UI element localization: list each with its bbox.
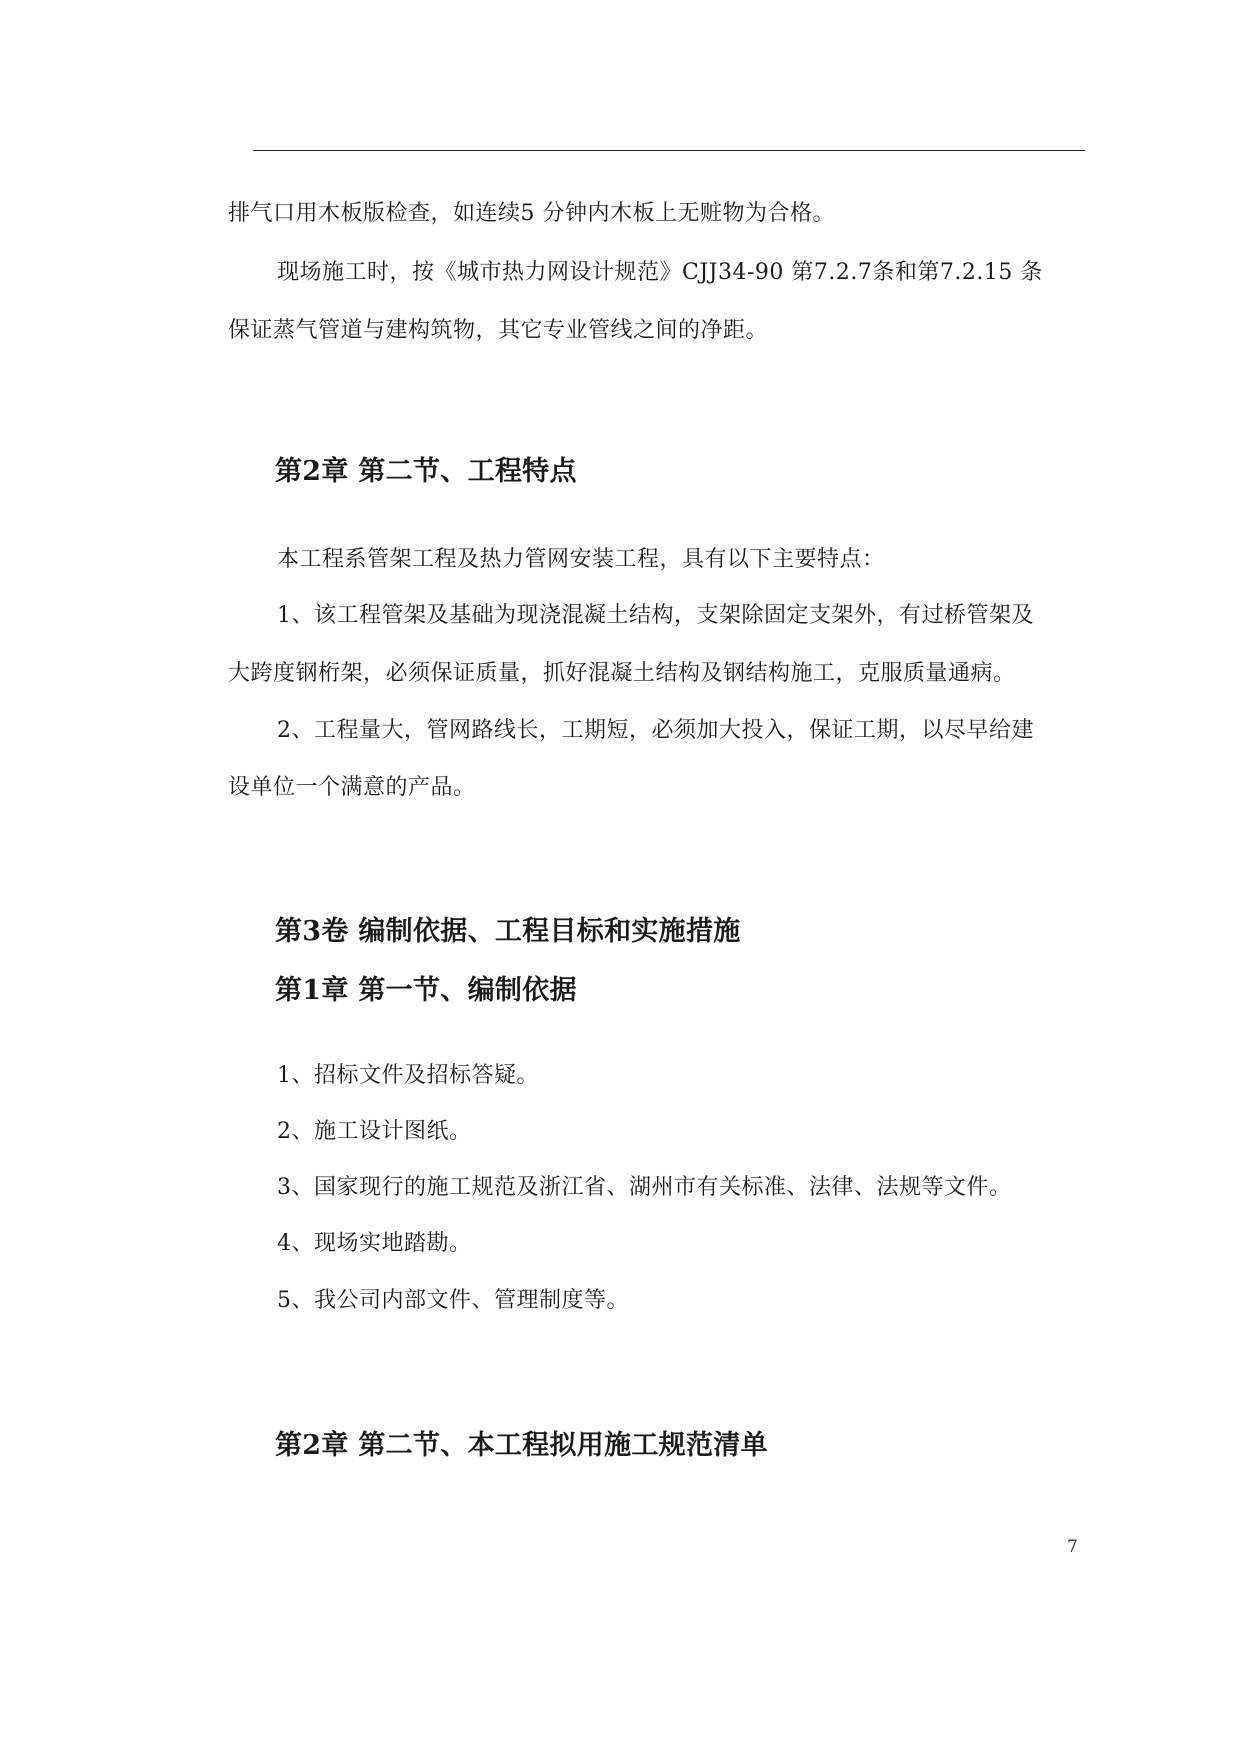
paragraph-text: 排气口用木板版检查，如连续5 分钟内木板上无赃物为合格。	[228, 201, 835, 226]
paragraph-text: 大跨度钢桁架，必须保证质量，抓好混凝土结构及钢结构施工，克服质量通病。	[228, 661, 1016, 686]
list-item: 3、国家现行的施工规范及浙江省、湖州市有关标准、法律、法规等文件。	[277, 1175, 1012, 1200]
list-item: 4、现场实地踏勘。	[277, 1231, 472, 1256]
paragraph-text: 1、该工程管架及基础为现浇混凝土结构，支架除固定支架外，有过桥管架及	[277, 603, 1034, 628]
paragraph-text: 现场施工时，按《城市热力网设计规范》CJJ34-90 第7.2.7条和第7.2.15 条	[277, 260, 1043, 285]
paragraph-text: 2、工程量大，管网路线长，工期短，必须加大投入，保证工期，以尽早给建	[277, 718, 1034, 743]
list-item: 2、施工设计图纸。	[277, 1119, 472, 1144]
paragraph-text: 本工程系管架工程及热力管网安装工程，具有以下主要特点：	[277, 547, 885, 572]
header-rule	[253, 150, 1085, 151]
paragraph-text: 设单位一个满意的产品。	[228, 775, 476, 800]
volume-heading: 第3卷 编制依据、工程目标和实施措施	[275, 916, 741, 947]
section-heading: 第2章 第二节、工程特点	[275, 456, 577, 487]
list-item: 1、招标文件及招标答疑。	[277, 1063, 539, 1088]
section-heading: 第1章 第一节、编制依据	[275, 975, 577, 1006]
list-item: 5、我公司内部文件、管理制度等。	[277, 1288, 629, 1313]
section-heading: 第2章 第二节、本工程拟用施工规范清单	[275, 1430, 768, 1461]
paragraph-text: 保证蒸气管道与建构筑物，其它专业管线之间的净距。	[228, 318, 769, 343]
page-number: 7	[1067, 1537, 1078, 1557]
